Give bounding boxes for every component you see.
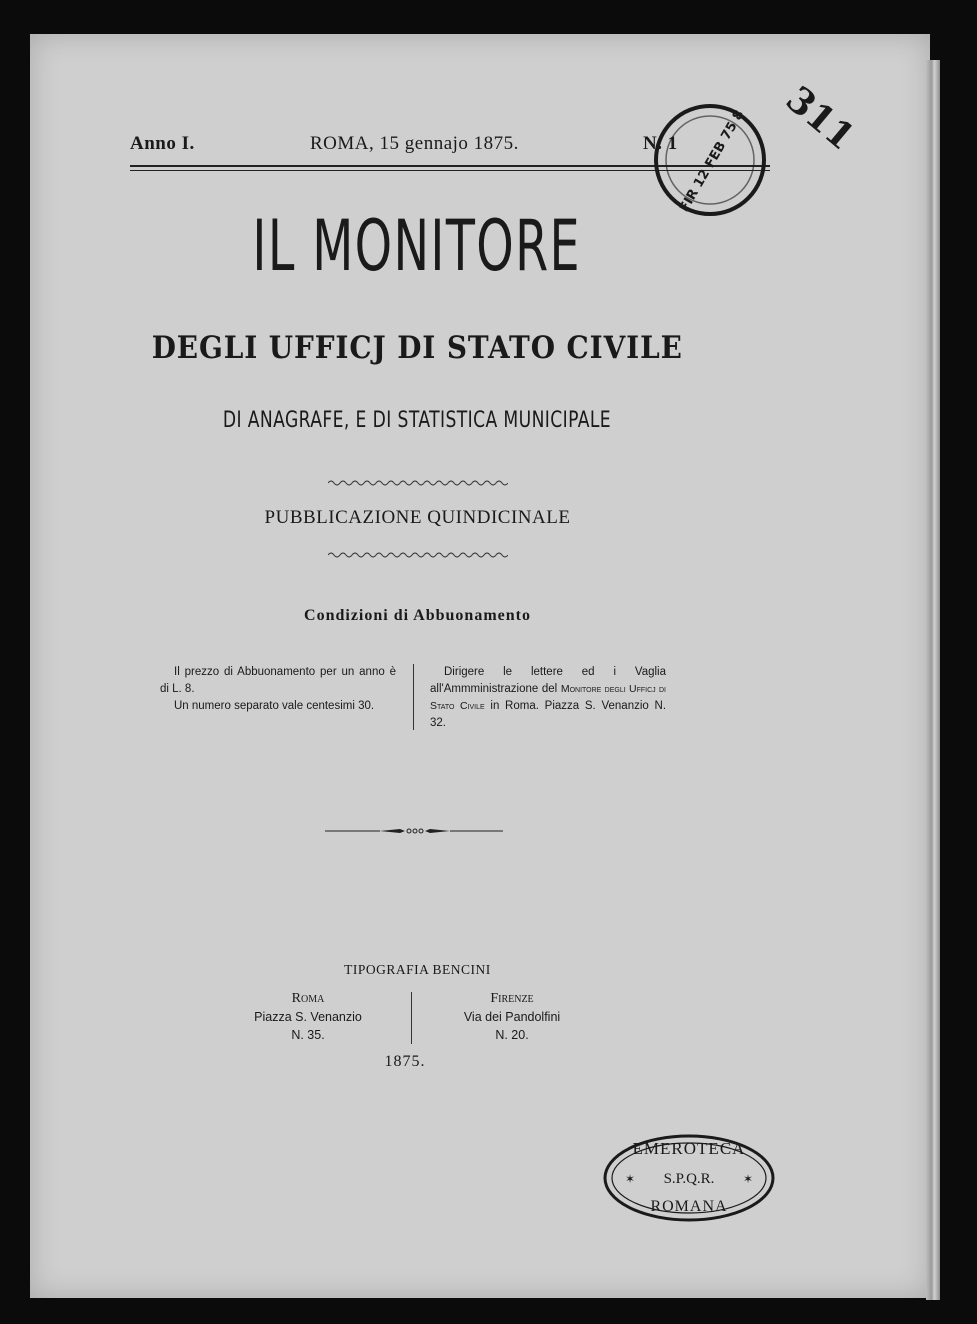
- svg-text:✶: ✶: [624, 1172, 636, 1186]
- masthead-title: IL MONITORE: [252, 205, 581, 287]
- wavy-divider-bottom: [328, 550, 508, 560]
- issue-number: N. 1: [643, 133, 678, 154]
- printer-name: TIPOGRAFIA BENCINI: [344, 962, 491, 977]
- masthead-subtitle-secondary: DI ANAGRAFE, E DI STATISTICA MUNICIPALE: [222, 408, 612, 433]
- single-copy-text: Un numero separato vale centesimi 30.: [174, 700, 375, 712]
- publication-name: Monitore degli Ufficj di Stato Civile: [430, 683, 666, 712]
- postmark-text: FIR 12 FEB 75 8: [676, 107, 748, 215]
- volume-label: Anno I.: [130, 133, 195, 154]
- correspondence-text: Dirigere le lettere ed i Vaglia all'Ammministrazione del: [430, 666, 666, 695]
- publication-year: 1875.: [384, 1053, 426, 1070]
- printer-florence-address: [432, 990, 592, 1044]
- correspondence-terms: [430, 664, 666, 732]
- postmark-stamp: [650, 100, 770, 220]
- correspondence-address: in Roma. Piazza S. Venanzio N. 32.: [430, 700, 667, 729]
- masthead-subtitle: DEGLI UFFICJ DI STATO CIVILE: [151, 330, 683, 366]
- city-rome: Roma: [291, 991, 325, 1006]
- publication-frequency: PUBBLICAZIONE QUINDICINALE: [264, 507, 571, 528]
- stamp-middle-text: S.P.Q.R.: [663, 1171, 715, 1187]
- street-rome: Piazza S. Venanzio: [254, 1010, 362, 1024]
- conditions-heading: Condizioni di Abbuonamento: [304, 607, 531, 624]
- street-florence: Via dei Pandolfini: [463, 1010, 561, 1024]
- library-stamp: [600, 1132, 778, 1224]
- column-divider: [413, 664, 414, 730]
- page-edge: [926, 60, 940, 1300]
- stamp-bottom-text: ROMANA: [650, 1198, 728, 1215]
- price-text: Il prezzo di Abbuonamento per un anno è di L. 8.: [160, 666, 396, 695]
- ornament-divider: [325, 826, 503, 836]
- city-florence: Firenze: [490, 991, 534, 1006]
- address-divider: [411, 992, 412, 1044]
- number-florence: N. 20.: [495, 1028, 529, 1042]
- printer-rome-address: [228, 990, 388, 1044]
- stamp-top-text: EMEROTECA: [632, 1139, 746, 1158]
- wavy-divider-top: [328, 478, 508, 488]
- place-date: ROMA, 15 gennajo 1875.: [310, 133, 519, 154]
- svg-text:✶: ✶: [742, 1172, 754, 1186]
- number-rome: N. 35.: [291, 1028, 325, 1042]
- handwritten-number: 311: [778, 78, 863, 159]
- subscription-terms: [160, 664, 396, 715]
